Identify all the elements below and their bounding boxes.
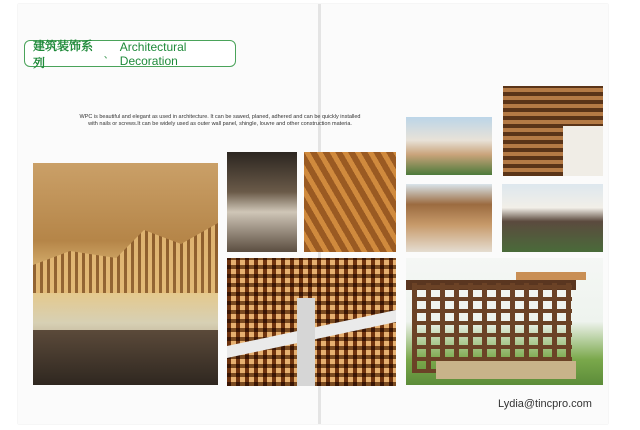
photo-house-deck xyxy=(406,117,492,175)
pergola-top-frame xyxy=(516,272,586,280)
support-column xyxy=(297,298,315,386)
cafe-floor xyxy=(33,330,218,385)
photo-slatted-ceiling-corridor xyxy=(503,86,603,176)
title-chinese: 建筑装饰系列 xyxy=(33,38,94,70)
photo-grid-ceiling-column xyxy=(227,258,396,386)
contact-email: Lydia@tincpro.com xyxy=(498,398,592,410)
stone-planter-wall xyxy=(436,361,576,379)
photo-garden-pergola xyxy=(406,258,603,385)
photo-house-pergola-balcony xyxy=(406,184,492,252)
description-line-2: with nails or screws.It can be widely used as outer wall panel, shingle, louvre and other construction materia. xyxy=(88,121,352,127)
description-line-1: WPC is beautiful and elegant as used in architecture. It can be sawed, planed, adhered and can be quickly installed xyxy=(79,114,361,120)
title-english: Architectural Decoration xyxy=(119,39,187,68)
title-separator: 、 xyxy=(103,50,114,61)
ceiling-wave xyxy=(33,223,218,293)
photo-house-porch xyxy=(502,184,603,252)
photo-dark-interior-ceiling xyxy=(227,152,297,252)
section-title-box xyxy=(24,38,236,70)
description-text xyxy=(60,114,380,128)
pergola-lattice xyxy=(412,283,572,373)
photo-diagonal-ceiling-slats xyxy=(304,152,396,252)
photo-curved-ceiling-cafe xyxy=(33,163,218,385)
corridor-wall xyxy=(563,126,603,176)
